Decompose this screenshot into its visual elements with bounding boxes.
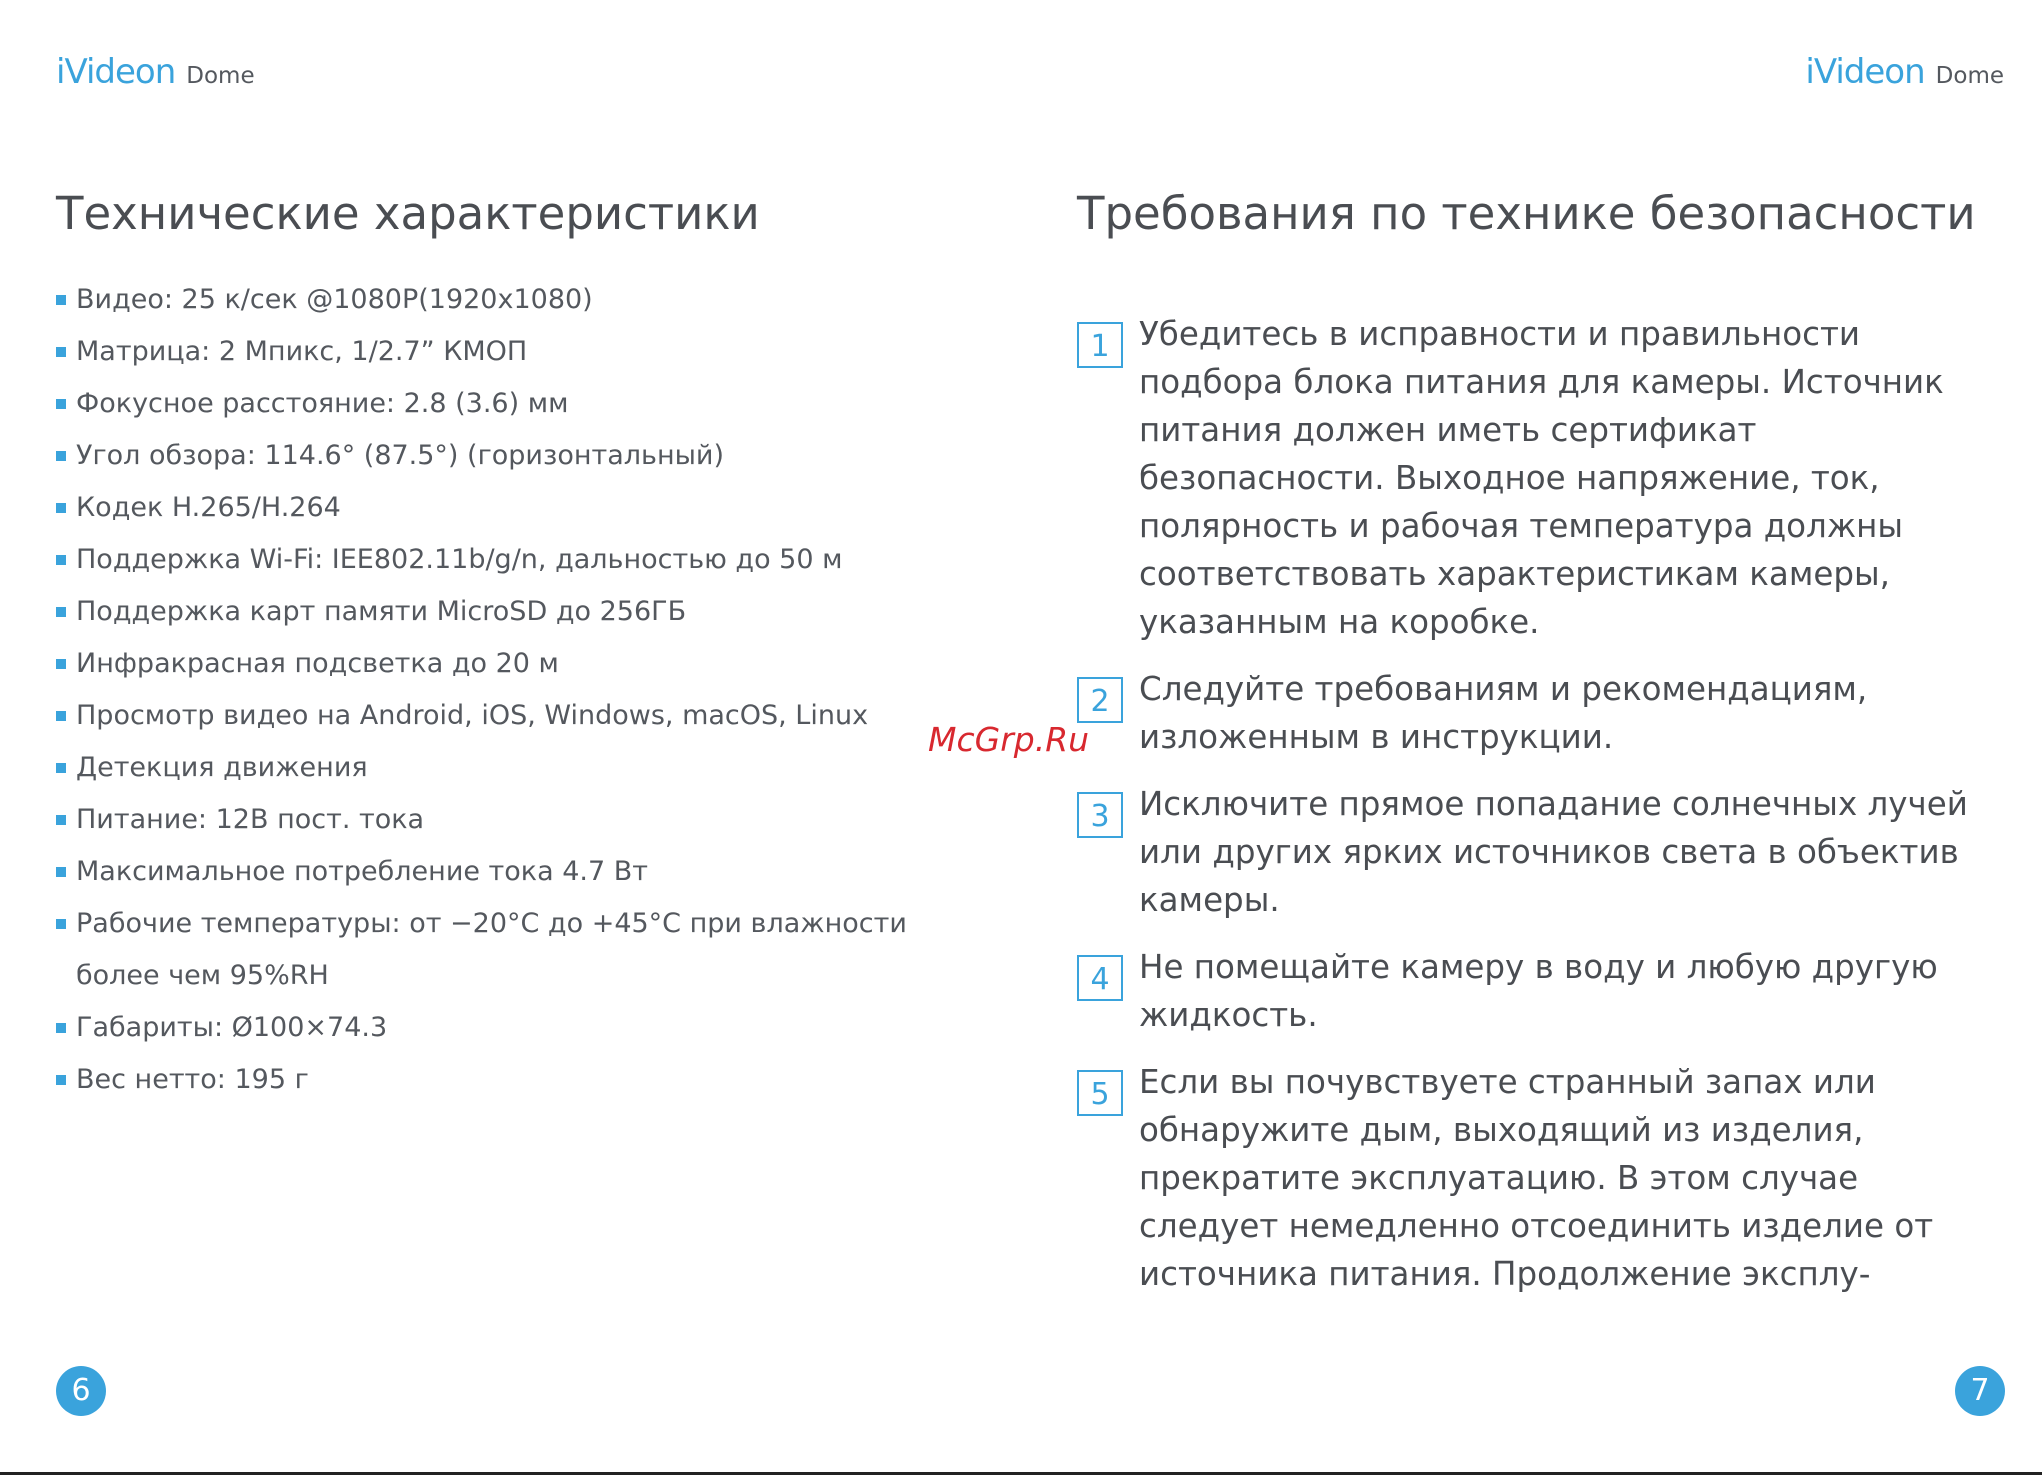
spec-text: Питание: 12В пост. тока [76,804,425,835]
spec-item [56,1054,936,1106]
spec-item [56,274,936,326]
spec-item [56,326,936,378]
bullet-square-icon [56,867,66,877]
spec-item [56,482,936,534]
spec-item [56,534,936,586]
spec-item [56,638,936,690]
spec-text: Рабочие температуры: от −20°С до +45°С при влажности более чем 95%RH [76,908,907,991]
spec-text: Угол обзора: 114.6° (87.5°) (горизонтальный) [76,440,724,471]
spec-text: Максимальное потребление тока 4.7 Вт [76,856,649,887]
safety-item [1077,943,2007,1039]
spec-item [56,794,936,846]
item-number-box: 2 [1077,677,1123,723]
specs-list [56,274,936,1106]
spec-item [56,1002,936,1054]
spec-item [56,898,936,1002]
spec-text: Габариты: Ø100×74.3 [76,1012,388,1043]
spec-item [56,430,936,482]
bullet-square-icon [56,555,66,565]
safety-list [1077,310,2007,1317]
bullet-square-icon [56,711,66,721]
spec-item [56,586,936,638]
item-number-box: 4 [1077,955,1123,1001]
spec-text: Видео: 25 к/сек @1080P(1920x1080) [76,284,593,315]
bullet-square-icon [56,295,66,305]
spec-text: Поддержка карт памяти MicroSD до 256ГБ [76,596,687,627]
bullet-square-icon [56,399,66,409]
safety-text: Не помещайте камеру в воду и любую другую жидкость. [1139,948,1938,1034]
spec-item [56,846,936,898]
spec-text: Фокусное расстояние: 2.8 (3.6) мм [76,388,569,419]
safety-item [1077,310,2007,646]
safety-text: Убедитесь в исправности и правильности подбора блока питания для камеры. Источник питания должен иметь сертификат безопасности. Выходное напряжение, ток, полярность и рабочая температура должны соответствовать характеристикам камеры, указанным на коробке. [1139,315,1944,641]
item-number-box: 1 [1077,322,1123,368]
safety-item [1077,665,2007,761]
bullet-square-icon [56,1023,66,1033]
safety-text: Если вы почувствуете странный запах или обнаружите дым, выходящий из изделия, прекратите эксплуатацию. В этом случае следует немедленно отсоединить изделие от источника питания. Продолжение эксплу- [1139,1063,1934,1293]
spec-text: Просмотр видео на Android, iOS, Windows, macOS, Linux [76,700,869,731]
bullet-square-icon [56,815,66,825]
brand-header-left [56,52,255,92]
bullet-square-icon [56,659,66,669]
bullet-square-icon [56,919,66,929]
brand-header-right [1805,52,2004,92]
right-page [1021,0,2042,1475]
bullet-square-icon [56,451,66,461]
safety-heading: Требования по технике безопасности [1077,187,1976,240]
specs-heading: Технические характеристики [56,187,760,240]
spec-text: Кодек H.265/H.264 [76,492,341,523]
brand-model: Dome [1935,63,2004,89]
item-number-box: 5 [1077,1070,1123,1116]
bullet-square-icon [56,1075,66,1085]
bullet-square-icon [56,503,66,513]
page-number-left: 6 [56,1366,106,1416]
spec-text: Вес нетто: 195 г [76,1064,309,1095]
safety-item [1077,780,2007,924]
safety-text: Исключите прямое попадание солнечных лучей или других ярких источников света в объектив камеры. [1139,785,1968,919]
safety-text: Следуйте требованиям и рекомендациям, изложенным в инструкции. [1139,670,1868,756]
spec-item [56,378,936,430]
safety-item [1077,1058,2007,1298]
bullet-square-icon [56,763,66,773]
bullet-square-icon [56,607,66,617]
spec-text: Инфракрасная подсветка до 20 м [76,648,559,679]
spec-item [56,742,936,794]
spec-text: Поддержка Wi-Fi: IEE802.11b/g/n, дальностью до 50 м [76,544,843,575]
spec-text: Матрица: 2 Мпикс, 1/2.7” КМОП [76,336,528,367]
spec-text: Детекция движения [76,752,368,783]
brand-model: Dome [186,63,255,89]
page-number-right: 7 [1955,1366,2005,1416]
spec-item [56,690,936,742]
item-number-box: 3 [1077,792,1123,838]
ivideon-logo: iVideon [1805,52,1925,92]
ivideon-logo: iVideon [56,52,176,92]
watermark: McGrp.Ru [928,720,1090,759]
bullet-square-icon [56,347,66,357]
